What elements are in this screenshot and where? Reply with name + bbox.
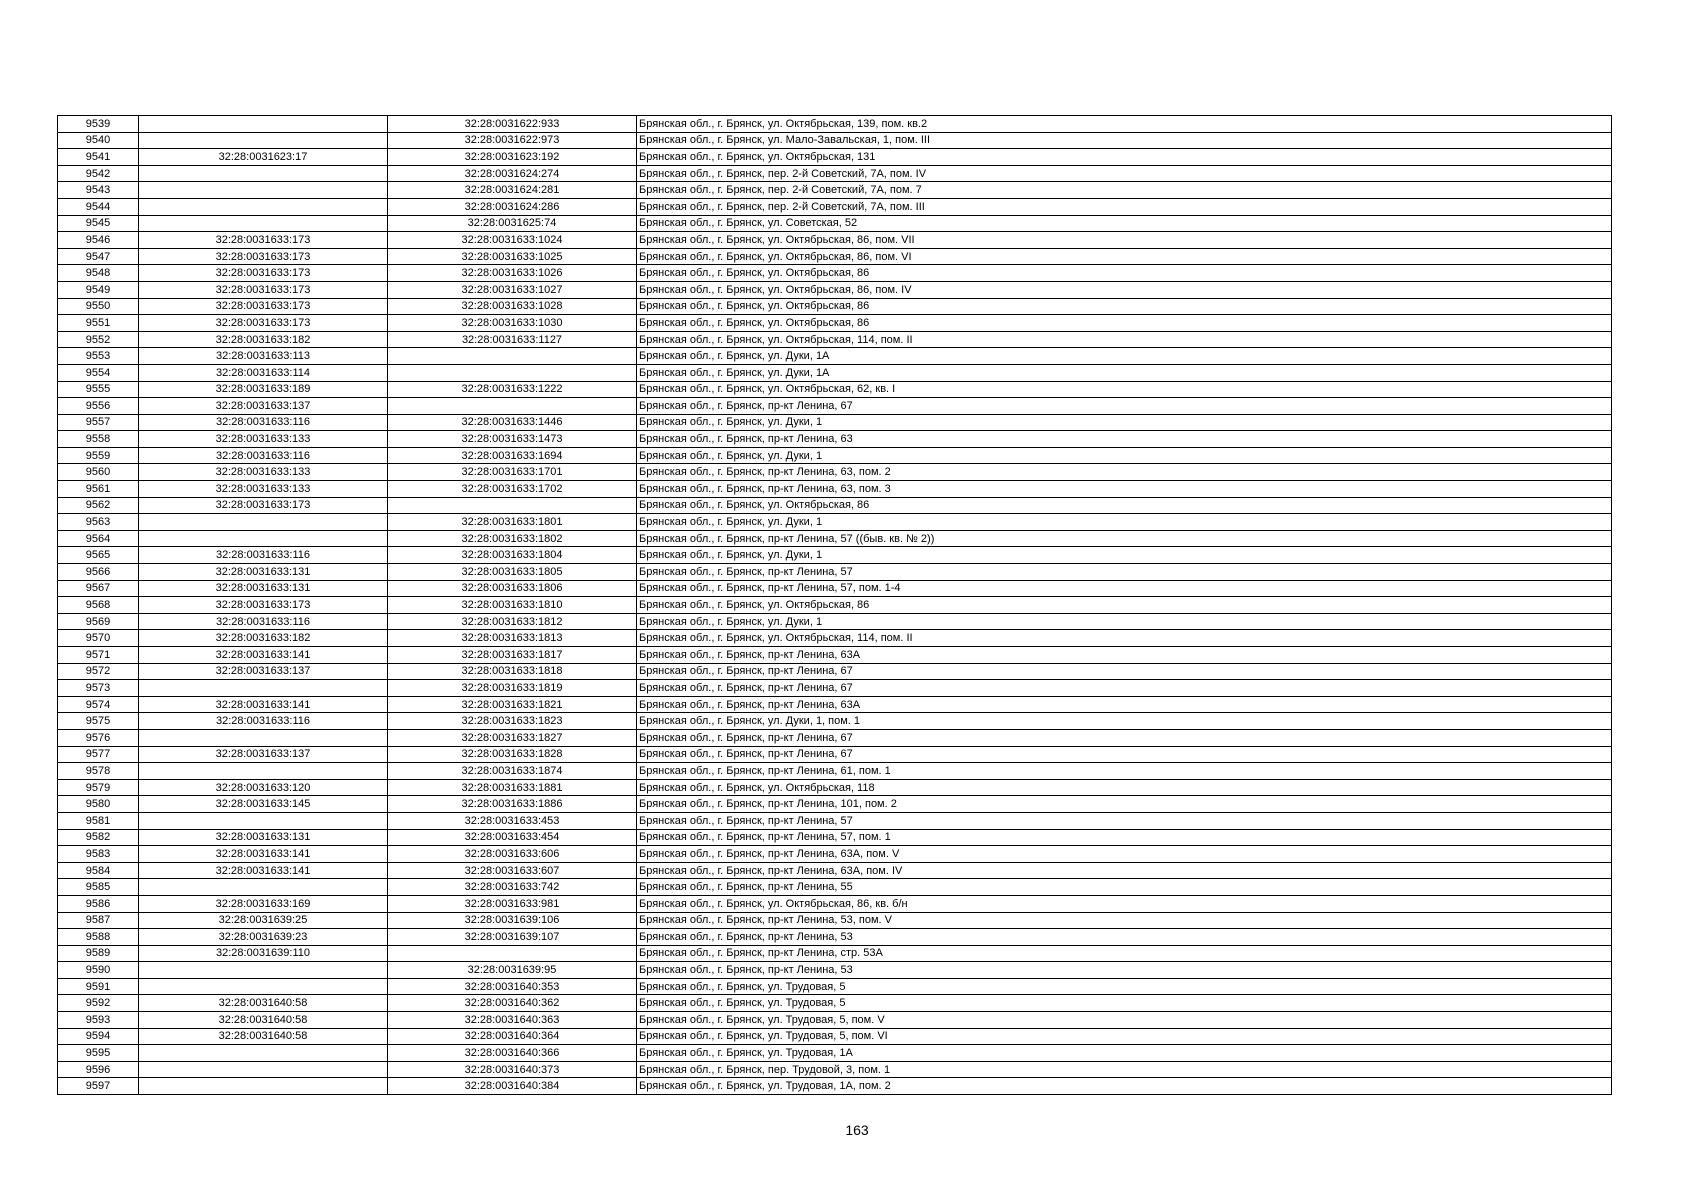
table-row bbox=[58, 431, 1612, 448]
address-cell: Брянская обл., г. Брянск, ул. Дуки, 1 bbox=[637, 613, 1612, 630]
cadastral-number-cell: 32:28:0031633:1028 bbox=[388, 298, 637, 315]
table-row bbox=[58, 547, 1612, 564]
row-number-cell: 9593 bbox=[58, 1012, 139, 1029]
address-cell: Брянская обл., г. Брянск, ул. Дуки, 1А bbox=[637, 364, 1612, 381]
address-cell: Брянская обл., г. Брянск, пр-кт Ленина, 57 bbox=[637, 812, 1612, 829]
cadastral-number-cell: 32:28:0031633:1874 bbox=[388, 763, 637, 780]
row-number-cell: 9554 bbox=[58, 364, 139, 381]
address-cell: Брянская обл., г. Брянск, ул. Октябрьская, 86, пом. VII bbox=[637, 232, 1612, 249]
land-plot-number-cell: 32:28:0031633:137 bbox=[139, 663, 388, 680]
row-number-cell: 9567 bbox=[58, 580, 139, 597]
cadastral-number-cell: 32:28:0031624:274 bbox=[388, 165, 637, 182]
row-number-cell: 9586 bbox=[58, 895, 139, 912]
land-plot-number-cell bbox=[139, 962, 388, 979]
table-row bbox=[58, 116, 1612, 133]
address-cell: Брянская обл., г. Брянск, пр-кт Ленина, 55 bbox=[637, 879, 1612, 896]
address-cell: Брянская обл., г. Брянск, пер. 2-й Советский, 7А, пом. 7 bbox=[637, 182, 1612, 199]
row-number-cell: 9575 bbox=[58, 713, 139, 730]
table-row bbox=[58, 1061, 1612, 1078]
address-cell: Брянская обл., г. Брянск, пр-кт Ленина, 67 bbox=[637, 680, 1612, 697]
table-row bbox=[58, 862, 1612, 879]
cadastral-number-cell: 32:28:0031633:1473 bbox=[388, 431, 637, 448]
land-plot-number-cell bbox=[139, 514, 388, 531]
row-number-cell: 9583 bbox=[58, 846, 139, 863]
address-cell: Брянская обл., г. Брянск, ул. Октябрьская, 118 bbox=[637, 779, 1612, 796]
table-row bbox=[58, 248, 1612, 265]
table-row bbox=[58, 232, 1612, 249]
table-row bbox=[58, 696, 1612, 713]
page-number: 163 bbox=[845, 1122, 869, 1138]
table-row bbox=[58, 746, 1612, 763]
table-row bbox=[58, 165, 1612, 182]
table-row bbox=[58, 1012, 1612, 1029]
cadastral-number-cell: 32:28:0031633:1446 bbox=[388, 414, 637, 431]
cadastral-number-cell: 32:28:0031625:74 bbox=[388, 215, 637, 232]
row-number-cell: 9591 bbox=[58, 978, 139, 995]
address-cell: Брянская обл., г. Брянск, пр-кт Ленина, 63А, пом. IV bbox=[637, 862, 1612, 879]
cadastral-number-cell bbox=[388, 348, 637, 365]
table-row bbox=[58, 929, 1612, 946]
address-cell: Брянская обл., г. Брянск, пр-кт Ленина, 67 bbox=[637, 729, 1612, 746]
land-plot-number-cell bbox=[139, 680, 388, 697]
land-plot-number-cell bbox=[139, 530, 388, 547]
table-row bbox=[58, 647, 1612, 664]
row-number-cell: 9557 bbox=[58, 414, 139, 431]
table-row bbox=[58, 281, 1612, 298]
cadastral-number-cell: 32:28:0031633:606 bbox=[388, 846, 637, 863]
land-plot-number-cell: 32:28:0031633:131 bbox=[139, 580, 388, 597]
cadastral-number-cell: 32:28:0031622:933 bbox=[388, 116, 637, 133]
land-plot-number-cell: 32:28:0031633:173 bbox=[139, 248, 388, 265]
table-row bbox=[58, 663, 1612, 680]
row-number-cell: 9573 bbox=[58, 680, 139, 697]
row-number-cell: 9559 bbox=[58, 447, 139, 464]
row-number-cell: 9581 bbox=[58, 812, 139, 829]
address-cell: Брянская обл., г. Брянск, ул. Октябрьская, 62, кв. I bbox=[637, 381, 1612, 398]
land-plot-number-cell: 32:28:0031639:110 bbox=[139, 945, 388, 962]
address-cell: Брянская обл., г. Брянск, ул. Октябрьская, 86 bbox=[637, 497, 1612, 514]
land-plot-number-cell bbox=[139, 763, 388, 780]
row-number-cell: 9556 bbox=[58, 398, 139, 415]
land-plot-number-cell bbox=[139, 215, 388, 232]
land-plot-number-cell: 32:28:0031633:173 bbox=[139, 281, 388, 298]
cadastral-number-cell: 32:28:0031633:1818 bbox=[388, 663, 637, 680]
cadastral-number-cell: 32:28:0031633:1817 bbox=[388, 647, 637, 664]
table-row bbox=[58, 447, 1612, 464]
row-number-cell: 9580 bbox=[58, 796, 139, 813]
land-plot-number-cell: 32:28:0031633:173 bbox=[139, 315, 388, 332]
address-cell: Брянская обл., г. Брянск, ул. Дуки, 1 bbox=[637, 547, 1612, 564]
table-row bbox=[58, 381, 1612, 398]
table-row bbox=[58, 265, 1612, 282]
row-number-cell: 9574 bbox=[58, 696, 139, 713]
address-cell: Брянская обл., г. Брянск, пр-кт Ленина, 67 bbox=[637, 663, 1612, 680]
row-number-cell: 9564 bbox=[58, 530, 139, 547]
address-cell: Брянская обл., г. Брянск, ул. Мало-Завальская, 1, пом. III bbox=[637, 132, 1612, 149]
table-row bbox=[58, 580, 1612, 597]
address-cell: Брянская обл., г. Брянск, ул. Октябрьская, 131 bbox=[637, 149, 1612, 166]
table-row bbox=[58, 729, 1612, 746]
address-cell: Брянская обл., г. Брянск, ул. Дуки, 1, пом. 1 bbox=[637, 713, 1612, 730]
cadastral-number-cell bbox=[388, 364, 637, 381]
land-plot-number-cell: 32:28:0031633:141 bbox=[139, 696, 388, 713]
land-plot-number-cell: 32:28:0031633:169 bbox=[139, 895, 388, 912]
land-plot-number-cell: 32:28:0031633:145 bbox=[139, 796, 388, 813]
address-cell: Брянская обл., г. Брянск, ул. Трудовая, 1А bbox=[637, 1045, 1612, 1062]
land-plot-number-cell: 32:28:0031633:173 bbox=[139, 497, 388, 514]
row-number-cell: 9590 bbox=[58, 962, 139, 979]
table-row bbox=[58, 1045, 1612, 1062]
table-row bbox=[58, 779, 1612, 796]
row-number-cell: 9589 bbox=[58, 945, 139, 962]
land-plot-number-cell: 32:28:0031633:173 bbox=[139, 232, 388, 249]
land-plot-number-cell: 32:28:0031633:116 bbox=[139, 613, 388, 630]
row-number-cell: 9572 bbox=[58, 663, 139, 680]
cadastral-number-cell: 32:28:0031640:373 bbox=[388, 1061, 637, 1078]
cadastral-number-cell: 32:28:0031633:742 bbox=[388, 879, 637, 896]
land-plot-number-cell: 32:28:0031633:189 bbox=[139, 381, 388, 398]
cadastral-number-cell: 32:28:0031633:1812 bbox=[388, 613, 637, 630]
row-number-cell: 9539 bbox=[58, 116, 139, 133]
cadastral-number-cell: 32:28:0031633:1823 bbox=[388, 713, 637, 730]
address-cell: Брянская обл., г. Брянск, ул. Трудовая, 1А, пом. 2 bbox=[637, 1078, 1612, 1095]
address-cell: Брянская обл., г. Брянск, ул. Октябрьская, 86 bbox=[637, 265, 1612, 282]
address-cell: Брянская обл., г. Брянск, пр-кт Ленина, 63А, пом. V bbox=[637, 846, 1612, 863]
table-row bbox=[58, 514, 1612, 531]
address-cell: Брянская обл., г. Брянск, ул. Октябрьская, 114, пом. II bbox=[637, 331, 1612, 348]
land-plot-number-cell: 32:28:0031633:137 bbox=[139, 746, 388, 763]
table-row bbox=[58, 530, 1612, 547]
row-number-cell: 9545 bbox=[58, 215, 139, 232]
cadastral-number-cell: 32:28:0031633:1881 bbox=[388, 779, 637, 796]
table-row bbox=[58, 198, 1612, 215]
table-row bbox=[58, 364, 1612, 381]
cadastral-number-cell: 32:28:0031633:1030 bbox=[388, 315, 637, 332]
address-cell: Брянская обл., г. Брянск, пр-кт Ленина, 53, пом. V bbox=[637, 912, 1612, 929]
address-cell: Брянская обл., г. Брянск, ул. Октябрьская, 114, пом. II bbox=[637, 630, 1612, 647]
cadastral-number-cell: 32:28:0031633:1804 bbox=[388, 547, 637, 564]
table-row bbox=[58, 680, 1612, 697]
address-cell: Брянская обл., г. Брянск, пр-кт Ленина, 63, пом. 3 bbox=[637, 481, 1612, 498]
cadastral-number-cell: 32:28:0031639:107 bbox=[388, 929, 637, 946]
land-plot-number-cell: 32:28:0031633:131 bbox=[139, 564, 388, 581]
cadastral-number-cell: 32:28:0031640:366 bbox=[388, 1045, 637, 1062]
cadastral-number-cell: 32:28:0031640:364 bbox=[388, 1028, 637, 1045]
land-plot-number-cell: 32:28:0031633:173 bbox=[139, 265, 388, 282]
land-plot-number-cell: 32:28:0031633:182 bbox=[139, 630, 388, 647]
cadastral-number-cell: 32:28:0031640:353 bbox=[388, 978, 637, 995]
table-row bbox=[58, 481, 1612, 498]
cadastral-number-cell: 32:28:0031633:1886 bbox=[388, 796, 637, 813]
table-row bbox=[58, 796, 1612, 813]
row-number-cell: 9547 bbox=[58, 248, 139, 265]
address-cell: Брянская обл., г. Брянск, ул. Октябрьская, 86 bbox=[637, 597, 1612, 614]
cadastral-number-cell: 32:28:0031633:454 bbox=[388, 829, 637, 846]
row-number-cell: 9592 bbox=[58, 995, 139, 1012]
cadastral-number-cell: 32:28:0031633:1813 bbox=[388, 630, 637, 647]
table-row bbox=[58, 149, 1612, 166]
table-row bbox=[58, 846, 1612, 863]
row-number-cell: 9562 bbox=[58, 497, 139, 514]
cadastral-number-cell: 32:28:0031633:1802 bbox=[388, 530, 637, 547]
land-plot-number-cell: 32:28:0031633:116 bbox=[139, 713, 388, 730]
cadastral-number-cell: 32:28:0031633:1806 bbox=[388, 580, 637, 597]
address-cell: Брянская обл., г. Брянск, пр-кт Ленина, 57 bbox=[637, 564, 1612, 581]
land-plot-number-cell: 32:28:0031633:133 bbox=[139, 431, 388, 448]
address-cell: Брянская обл., г. Брянск, пр-кт Ленина, 57, пом. 1 bbox=[637, 829, 1612, 846]
table-row bbox=[58, 713, 1612, 730]
table-row bbox=[58, 398, 1612, 415]
land-plot-number-cell bbox=[139, 182, 388, 199]
land-plot-number-cell: 32:28:0031633:141 bbox=[139, 647, 388, 664]
table-row bbox=[58, 1028, 1612, 1045]
row-number-cell: 9541 bbox=[58, 149, 139, 166]
address-cell: Брянская обл., г. Брянск, пр-кт Ленина, 61, пом. 1 bbox=[637, 763, 1612, 780]
table-row bbox=[58, 564, 1612, 581]
land-plot-number-cell bbox=[139, 879, 388, 896]
row-number-cell: 9544 bbox=[58, 198, 139, 215]
table-row bbox=[58, 812, 1612, 829]
address-cell: Брянская обл., г. Брянск, ул. Октябрьская, 86, пом. VI bbox=[637, 248, 1612, 265]
table-row bbox=[58, 315, 1612, 332]
row-number-cell: 9587 bbox=[58, 912, 139, 929]
cadastral-number-cell bbox=[388, 398, 637, 415]
row-number-cell: 9585 bbox=[58, 879, 139, 896]
land-plot-number-cell bbox=[139, 165, 388, 182]
cadastral-number-cell: 32:28:0031633:1801 bbox=[388, 514, 637, 531]
address-cell: Брянская обл., г. Брянск, ул. Дуки, 1 bbox=[637, 514, 1612, 531]
land-plot-number-cell: 32:28:0031640:58 bbox=[139, 995, 388, 1012]
address-cell: Брянская обл., г. Брянск, ул. Октябрьская, 86, кв. б/н bbox=[637, 895, 1612, 912]
row-number-cell: 9570 bbox=[58, 630, 139, 647]
land-plot-number-cell: 32:28:0031623:17 bbox=[139, 149, 388, 166]
registry-table bbox=[57, 115, 1612, 1095]
cadastral-number-cell: 32:28:0031623:192 bbox=[388, 149, 637, 166]
land-plot-number-cell: 32:28:0031639:25 bbox=[139, 912, 388, 929]
row-number-cell: 9571 bbox=[58, 647, 139, 664]
address-cell: Брянская обл., г. Брянск, ул. Дуки, 1А bbox=[637, 348, 1612, 365]
row-number-cell: 9550 bbox=[58, 298, 139, 315]
row-number-cell: 9540 bbox=[58, 132, 139, 149]
land-plot-number-cell: 32:28:0031633:173 bbox=[139, 597, 388, 614]
land-plot-number-cell bbox=[139, 978, 388, 995]
address-cell: Брянская обл., г. Брянск, пр-кт Ленина, 67 bbox=[637, 398, 1612, 415]
land-plot-number-cell: 32:28:0031633:131 bbox=[139, 829, 388, 846]
row-number-cell: 9563 bbox=[58, 514, 139, 531]
registry-body bbox=[58, 116, 1612, 1095]
cadastral-number-cell: 32:28:0031640:363 bbox=[388, 1012, 637, 1029]
table-row bbox=[58, 132, 1612, 149]
land-plot-number-cell: 32:28:0031633:141 bbox=[139, 846, 388, 863]
land-plot-number-cell bbox=[139, 132, 388, 149]
cadastral-number-cell: 32:28:0031624:286 bbox=[388, 198, 637, 215]
land-plot-number-cell: 32:28:0031640:58 bbox=[139, 1028, 388, 1045]
cadastral-number-cell: 32:28:0031622:973 bbox=[388, 132, 637, 149]
row-number-cell: 9578 bbox=[58, 763, 139, 780]
cadastral-number-cell: 32:28:0031633:1222 bbox=[388, 381, 637, 398]
table-row bbox=[58, 414, 1612, 431]
row-number-cell: 9577 bbox=[58, 746, 139, 763]
row-number-cell: 9551 bbox=[58, 315, 139, 332]
row-number-cell: 9566 bbox=[58, 564, 139, 581]
address-cell: Брянская обл., г. Брянск, ул. Трудовая, 5 bbox=[637, 995, 1612, 1012]
row-number-cell: 9555 bbox=[58, 381, 139, 398]
address-cell: Брянская обл., г. Брянск, пр-кт Ленина, 53 bbox=[637, 929, 1612, 946]
land-plot-number-cell bbox=[139, 1078, 388, 1095]
cadastral-number-cell: 32:28:0031633:1026 bbox=[388, 265, 637, 282]
cadastral-number-cell: 32:28:0031633:1025 bbox=[388, 248, 637, 265]
table-row bbox=[58, 348, 1612, 365]
cadastral-number-cell: 32:28:0031633:1127 bbox=[388, 331, 637, 348]
cadastral-number-cell: 32:28:0031633:1827 bbox=[388, 729, 637, 746]
row-number-cell: 9565 bbox=[58, 547, 139, 564]
land-plot-number-cell bbox=[139, 729, 388, 746]
row-number-cell: 9579 bbox=[58, 779, 139, 796]
land-plot-number-cell: 32:28:0031639:23 bbox=[139, 929, 388, 946]
address-cell: Брянская обл., г. Брянск, пр-кт Ленина, 57, пом. 1-4 bbox=[637, 580, 1612, 597]
row-number-cell: 9553 bbox=[58, 348, 139, 365]
row-number-cell: 9597 bbox=[58, 1078, 139, 1095]
row-number-cell: 9560 bbox=[58, 464, 139, 481]
table-row bbox=[58, 829, 1612, 846]
table-row bbox=[58, 1078, 1612, 1095]
land-plot-number-cell: 32:28:0031633:116 bbox=[139, 447, 388, 464]
cadastral-number-cell bbox=[388, 497, 637, 514]
land-plot-number-cell: 32:28:0031633:133 bbox=[139, 464, 388, 481]
land-plot-number-cell: 32:28:0031633:137 bbox=[139, 398, 388, 415]
address-cell: Брянская обл., г. Брянск, ул. Трудовая, 5 bbox=[637, 978, 1612, 995]
row-number-cell: 9546 bbox=[58, 232, 139, 249]
row-number-cell: 9569 bbox=[58, 613, 139, 630]
address-cell: Брянская обл., г. Брянск, пр-кт Ленина, стр. 53А bbox=[637, 945, 1612, 962]
row-number-cell: 9588 bbox=[58, 929, 139, 946]
cadastral-number-cell: 32:28:0031633:1027 bbox=[388, 281, 637, 298]
table-row bbox=[58, 630, 1612, 647]
row-number-cell: 9542 bbox=[58, 165, 139, 182]
land-plot-number-cell: 32:28:0031633:113 bbox=[139, 348, 388, 365]
address-cell: Брянская обл., г. Брянск, ул. Октябрьская, 86, пом. IV bbox=[637, 281, 1612, 298]
land-plot-number-cell bbox=[139, 198, 388, 215]
land-plot-number-cell bbox=[139, 1061, 388, 1078]
address-cell: Брянская обл., г. Брянск, пр-кт Ленина, 53 bbox=[637, 962, 1612, 979]
row-number-cell: 9543 bbox=[58, 182, 139, 199]
address-cell: Брянская обл., г. Брянск, пр-кт Ленина, 57 ((быв. кв. № 2)) bbox=[637, 530, 1612, 547]
cadastral-number-cell: 32:28:0031633:1701 bbox=[388, 464, 637, 481]
cadastral-number-cell: 32:28:0031624:281 bbox=[388, 182, 637, 199]
row-number-cell: 9584 bbox=[58, 862, 139, 879]
cadastral-number-cell: 32:28:0031633:1694 bbox=[388, 447, 637, 464]
row-number-cell: 9596 bbox=[58, 1061, 139, 1078]
land-plot-number-cell: 32:28:0031633:116 bbox=[139, 547, 388, 564]
land-plot-number-cell: 32:28:0031633:120 bbox=[139, 779, 388, 796]
cadastral-number-cell: 32:28:0031633:1821 bbox=[388, 696, 637, 713]
address-cell: Брянская обл., г. Брянск, пр-кт Ленина, 63 bbox=[637, 431, 1612, 448]
table-row bbox=[58, 331, 1612, 348]
table-row bbox=[58, 995, 1612, 1012]
row-number-cell: 9582 bbox=[58, 829, 139, 846]
land-plot-number-cell: 32:28:0031633:173 bbox=[139, 298, 388, 315]
land-plot-number-cell: 32:28:0031633:133 bbox=[139, 481, 388, 498]
table-row bbox=[58, 962, 1612, 979]
address-cell: Брянская обл., г. Брянск, ул. Октябрьская, 86 bbox=[637, 298, 1612, 315]
cadastral-number-cell: 32:28:0031639:95 bbox=[388, 962, 637, 979]
table-row bbox=[58, 879, 1612, 896]
table-row bbox=[58, 464, 1612, 481]
cadastral-number-cell: 32:28:0031633:1828 bbox=[388, 746, 637, 763]
address-cell: Брянская обл., г. Брянск, пр-кт Ленина, 63А bbox=[637, 647, 1612, 664]
row-number-cell: 9568 bbox=[58, 597, 139, 614]
cadastral-number-cell: 32:28:0031639:106 bbox=[388, 912, 637, 929]
land-plot-number-cell: 32:28:0031633:182 bbox=[139, 331, 388, 348]
land-plot-number-cell bbox=[139, 1045, 388, 1062]
table-row bbox=[58, 945, 1612, 962]
cadastral-number-cell: 32:28:0031640:384 bbox=[388, 1078, 637, 1095]
address-cell: Брянская обл., г. Брянск, ул. Трудовая, 5, пом. V bbox=[637, 1012, 1612, 1029]
row-number-cell: 9549 bbox=[58, 281, 139, 298]
cadastral-number-cell: 32:28:0031633:1805 bbox=[388, 564, 637, 581]
row-number-cell: 9594 bbox=[58, 1028, 139, 1045]
land-plot-number-cell: 32:28:0031640:58 bbox=[139, 1012, 388, 1029]
cadastral-number-cell: 32:28:0031633:1810 bbox=[388, 597, 637, 614]
row-number-cell: 9576 bbox=[58, 729, 139, 746]
row-number-cell: 9552 bbox=[58, 331, 139, 348]
cadastral-number-cell: 32:28:0031633:981 bbox=[388, 895, 637, 912]
cadastral-number-cell: 32:28:0031633:607 bbox=[388, 862, 637, 879]
table-row bbox=[58, 978, 1612, 995]
cadastral-number-cell: 32:28:0031633:1702 bbox=[388, 481, 637, 498]
row-number-cell: 9558 bbox=[58, 431, 139, 448]
address-cell: Брянская обл., г. Брянск, ул. Дуки, 1 bbox=[637, 447, 1612, 464]
table-row bbox=[58, 497, 1612, 514]
table-row bbox=[58, 182, 1612, 199]
land-plot-number-cell: 32:28:0031633:116 bbox=[139, 414, 388, 431]
cadastral-number-cell bbox=[388, 945, 637, 962]
row-number-cell: 9561 bbox=[58, 481, 139, 498]
table-row bbox=[58, 597, 1612, 614]
row-number-cell: 9595 bbox=[58, 1045, 139, 1062]
land-plot-number-cell bbox=[139, 812, 388, 829]
table-row bbox=[58, 763, 1612, 780]
land-plot-number-cell: 32:28:0031633:114 bbox=[139, 364, 388, 381]
address-cell: Брянская обл., г. Брянск, пр-кт Ленина, 63, пом. 2 bbox=[637, 464, 1612, 481]
address-cell: Брянская обл., г. Брянск, пр-кт Ленина, 63А bbox=[637, 696, 1612, 713]
address-cell: Брянская обл., г. Брянск, ул. Дуки, 1 bbox=[637, 414, 1612, 431]
table-row bbox=[58, 613, 1612, 630]
cadastral-number-cell: 32:28:0031633:1024 bbox=[388, 232, 637, 249]
address-cell: Брянская обл., г. Брянск, пер. Трудовой, 3, пом. 1 bbox=[637, 1061, 1612, 1078]
address-cell: Брянская обл., г. Брянск, пер. 2-й Советский, 7А, пом. IV bbox=[637, 165, 1612, 182]
row-number-cell: 9548 bbox=[58, 265, 139, 282]
cadastral-number-cell: 32:28:0031633:1819 bbox=[388, 680, 637, 697]
address-cell: Брянская обл., г. Брянск, пр-кт Ленина, 101, пом. 2 bbox=[637, 796, 1612, 813]
land-plot-number-cell: 32:28:0031633:141 bbox=[139, 862, 388, 879]
address-cell: Брянская обл., г. Брянск, ул. Советская, 52 bbox=[637, 215, 1612, 232]
cadastral-number-cell: 32:28:0031633:453 bbox=[388, 812, 637, 829]
address-cell: Брянская обл., г. Брянск, пр-кт Ленина, 67 bbox=[637, 746, 1612, 763]
table-row bbox=[58, 215, 1612, 232]
address-cell: Брянская обл., г. Брянск, ул. Октябрьская, 86 bbox=[637, 315, 1612, 332]
address-cell: Брянская обл., г. Брянск, пер. 2-й Советский, 7А, пом. III bbox=[637, 198, 1612, 215]
table-row bbox=[58, 912, 1612, 929]
table-row bbox=[58, 298, 1612, 315]
land-plot-number-cell bbox=[139, 116, 388, 133]
cadastral-number-cell: 32:28:0031640:362 bbox=[388, 995, 637, 1012]
table-row bbox=[58, 895, 1612, 912]
address-cell: Брянская обл., г. Брянск, ул. Трудовая, 5, пом. VI bbox=[637, 1028, 1612, 1045]
address-cell: Брянская обл., г. Брянск, ул. Октябрьская, 139, пом. кв.2 bbox=[637, 116, 1612, 133]
